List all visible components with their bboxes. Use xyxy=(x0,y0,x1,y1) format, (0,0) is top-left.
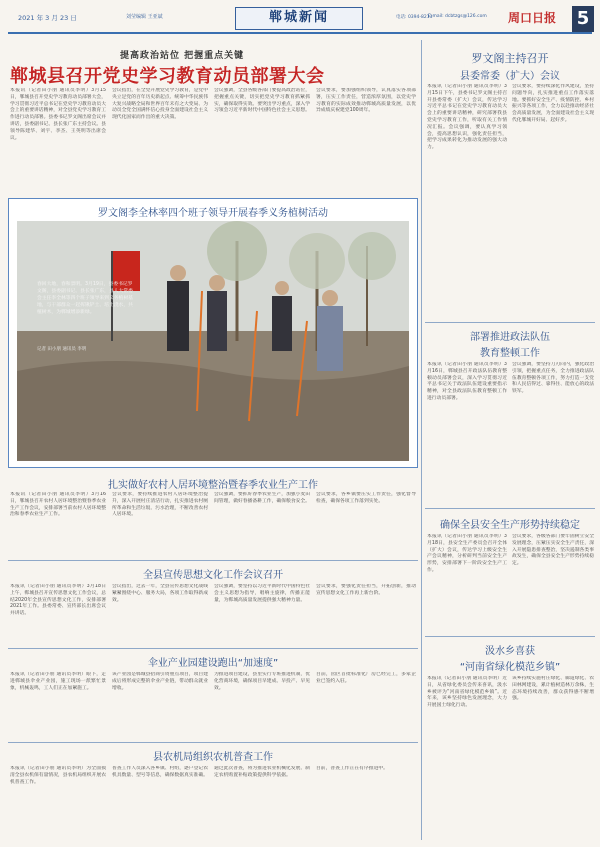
hotline: 电话: 0394-8213 xyxy=(396,15,433,20)
column-divider xyxy=(421,40,422,840)
section-divider xyxy=(425,636,595,637)
issue-date: 2021 年 3 月 23 日 xyxy=(18,14,77,22)
mid-sec2-headline: 全县宣传思想文化工作会议召开 xyxy=(143,570,283,581)
lead-column-4: 会议要求，要加强组织领导，认真落实各项部署，压实工作责任，营造浓厚氛围，以党史学习教育的实际成效推动郸城高质量发展，以优异成绩庆祝建党100周年。 xyxy=(316,88,416,114)
right-sec4-headline-1: 汲水乡喜获 xyxy=(485,646,535,657)
right-sec2-column-2: 会议强调，要坚持刀刃向内，强化政治引领，把握重点任务，全力推进政法队伍教育整顿各项工作，努力打造一支党和人民信得过、靠得住、能放心的政法铁军。 xyxy=(512,362,594,395)
right-headline-1: 罗文阁主持召开 xyxy=(471,52,549,65)
right-sec2-headline-1: 部署推进政法队伍 xyxy=(470,332,550,343)
mid-sec2-column-3: 会议强调，要坚持以习近平新时代中国特色社会主义思想为指导，唱响主旋律，传播正能量，为郸城高质量发展提供强大精神力量。 xyxy=(214,584,310,603)
mid-sec3-column-2: 该产业园是郸城县招商引资重点项目，项目建成后将形成完整的伞业产业链，带动群众就业增收。 xyxy=(112,672,208,691)
mid-sec1-column-3: 会议强调，要抓好春季农业生产，加强小麦田间管理，做好春播备耕工作，确保粮食安全。 xyxy=(214,492,310,504)
section-divider xyxy=(8,648,418,649)
mid-sec4-column-4: 目前，普查工作正在有序推进中。 xyxy=(316,766,388,771)
editor-line: 刘莹编辑 王亚斌 xyxy=(126,14,163,20)
mid-sec2-column-2: 会议指出，过去一年，全县宣传思想文化战线紧紧围绕中心、服务大局，各项工作取得新成效。 xyxy=(112,584,208,603)
mid-sec3-headline: 伞业产业园建设跑出“加速度” xyxy=(147,658,279,669)
mid-sec1-column-1: 本报讯（记者田小朋 通讯员李明）3月16日，郸城县召开农村人居环境整治暨春季农业生产工作会议，安排部署当前农村人居环境整治和春季农业生产工作。 xyxy=(10,492,106,518)
masthead xyxy=(8,4,592,34)
right-sec4-column-2: 该乡持续实施村庄绿化、廊道绿化、农田林网建设，累计植树造林万余株，生态环境持续改善，群众获得感不断增强。 xyxy=(512,676,594,702)
mid-sec1-column-4: 会议要求，各乡镇要压实工作责任，强化督导检查，确保各项工作落到实处。 xyxy=(316,492,416,504)
mid-sec4-column-3: 通过此次普查，将为推进农业机械化发展、制定农机购置补贴政策提供科学依据。 xyxy=(214,766,310,778)
right-sec3-headline: 确保全县安全生产形势持续稳定 xyxy=(440,520,580,531)
lead-headline: 郸城县召开党史学习教育动员部署大会 xyxy=(10,66,325,87)
section-divider xyxy=(425,508,595,509)
mid-sec3-column-4: 目前，园区首批标准化厂房已经完工，多家企业已签约入驻。 xyxy=(316,672,416,684)
mid-sec2-column-4: 会议要求，要强化责任担当，开拓创新，推动宣传思想文化工作再上新台阶。 xyxy=(316,584,416,596)
right-sec4-column-1: 本报讯（记者田小朋 通讯员李明）近日，从省绿化委员会传来喜讯，汲水乡被评为“河南省绿化模范乡镇”。近年来，该乡坚持绿色发展理念，大力开展国土绿化行动。 xyxy=(427,676,507,709)
page-number: 5 xyxy=(572,6,594,32)
photo-caption: 春回大地，春和景明。3月19日，县委书记罗文阁，县委副书记、县长张广东，县人大常委会主任李全林等四个班子领导来到义务植树基地，与干部群众一起挥锹铲土、培土浇水，共植树木，为郸城增添新绿。 xyxy=(37,282,133,315)
mid-sec4-column-2: 普查工作人员深入各乡镇、村组，逐户登记农机具数量、型号等信息，确保数据真实准确。 xyxy=(112,766,208,778)
right-sec3-column-2: 会议要求，各级各部门要牢固树立安全发展理念，压紧压实安全生产责任，深入开展隐患排查整治，坚决遏制各类事故发生，确保全县安全生产形势持续稳定。 xyxy=(512,534,594,567)
photo-headline: 罗文阁李全林率四个班子领导开展春季义务植树活动 xyxy=(98,208,328,219)
email: E-mail: dcbtzgs@126.com xyxy=(428,14,487,19)
photo-feature xyxy=(8,198,418,468)
mid-sec2-column-1: 本报讯（记者田小朋 通讯员李明）3月18日上午，郸城县召开宣传思想文化工作会议，总结2020年全县宣传思想文化工作，安排部署2021年工作。县委常委、宣传部长出席会议并讲话。 xyxy=(10,584,106,617)
right-headline-2: 县委常委（扩大）会议 xyxy=(460,71,560,82)
right-sec3-column-1: 本报讯（记者田小朋 通讯员李明）3月18日，县安全生产委员会召开全体（扩大）会议，传达学习上级安全生产会议精神，分析研判当前安全生产形势，安排部署下一阶段安全生产工作。 xyxy=(427,534,507,573)
tree-planting-photo xyxy=(17,221,409,461)
right-sec2-column-1: 本报讯（记者田小朋 通讯员李明）3月16日，郸城县召开政法队伍教育整顿动员部署会议，深入学习贯彻习近平总书记关于政法队伍建设重要指示精神，对全县政法队伍教育整顿工作进行动员部署。 xyxy=(427,362,507,401)
section-title: 郸城新闻 xyxy=(235,7,363,30)
right-sec4-headline-2: “河南省绿化模范乡镇” xyxy=(459,662,561,673)
photo-scene xyxy=(17,221,409,461)
section-divider xyxy=(8,742,418,743)
lead-column-1: 本报讯（记者田小朋 通讯员李明）3月15日，郸城县召开党史学习教育动员部署大会，学习贯彻习近平总书记在党史学习教育动员大会上的重要讲话精神，对全县党史学习教育工作进行动员部署。县委书记罗文阁出席会议并讲话，县委副书记、县长张广东主持会议。县领导陈建华、刘宇、李杰、王英明等出席会议。 xyxy=(10,88,106,141)
lead-column-3: 会议强调，全县各级各部门要提高政治站位，把握重点关键，切实把党史学习教育抓紧抓实，确保取得实效。要突出学习重点，深入学习领会习近平新时代中国特色社会主义思想。 xyxy=(214,88,310,114)
mid-sec1-headline: 扎实做好农村人居环境整治暨春季农业生产工作 xyxy=(108,480,318,491)
right-sec2-headline-2: 教育整顿工作 xyxy=(480,348,540,359)
lead-kicker: 提高政治站位 把握重点关键 xyxy=(120,51,245,61)
mid-sec1-column-2: 会议要求，要持续推进农村人居环境整治提升，深入开展村庄清洁行动，扎实推进农村厕所革命和生活垃圾、污水治理，不断改善农村人居环境。 xyxy=(112,492,208,518)
right-column-1: 本报讯（记者田小朋 通讯员李明）3月15日下午，县委书记罗文阁主持召开县委常委（扩大）会议，传达学习习近平总书记在党史学习教育动员大会上的重要讲话精神，研究部署我县党史学习教育工作，听取有关工作情况汇报。会议强调，要认真学习领会，提高思想认识，强化责任担当，把学习成果转化为推动发展的强大动力。 xyxy=(427,84,507,151)
mid-sec4-column-1: 本报讯（记者田小朋 通讯员李明）为全面摸清全县农机保有量情况，县农机局组织开展农机普查工作。 xyxy=(10,766,106,785)
lead-column-2: 会议指出，在全党开展党史学习教育，是党中央立足党的百年历史新起点、统筹中华民族伟大复兴战略全局和世界百年未有之大变局、为动员全党全国满怀信心投身全面建设社会主义现代化国家而作出的重大决策。 xyxy=(112,88,208,121)
section-divider xyxy=(8,560,418,561)
paper-name: 周口日报 xyxy=(508,11,557,25)
mid-sec3-column-3: 为推进项目建设，县里实行专班推进机制，优化营商环境，确保项目早建成、早投产、早见效。 xyxy=(214,672,310,691)
photo-credit: 记者 田小朋 通讯员 李明 xyxy=(37,347,87,352)
section-divider xyxy=(425,322,595,323)
right-column-2: 会议要求，要持续深化作风建设，坚持问题导向，扎实推进重点工作落实落地。要抓好安全生产、疫情防控、乡村振兴等各项工作，全力以赴推动经济社会高质量发展，为全面建设社会主义现代化郸城开好局、起好步。 xyxy=(512,84,594,123)
mid-sec3-column-1: 本报讯（记者田小朋 通讯员李明）眼下，走进郸城县伞业产业园，施工现场一派繁忙景象，机械轰鸣，工人们正在加紧施工。 xyxy=(10,672,106,691)
mid-sec4-headline: 县农机局组织农机普查工作 xyxy=(153,752,273,763)
